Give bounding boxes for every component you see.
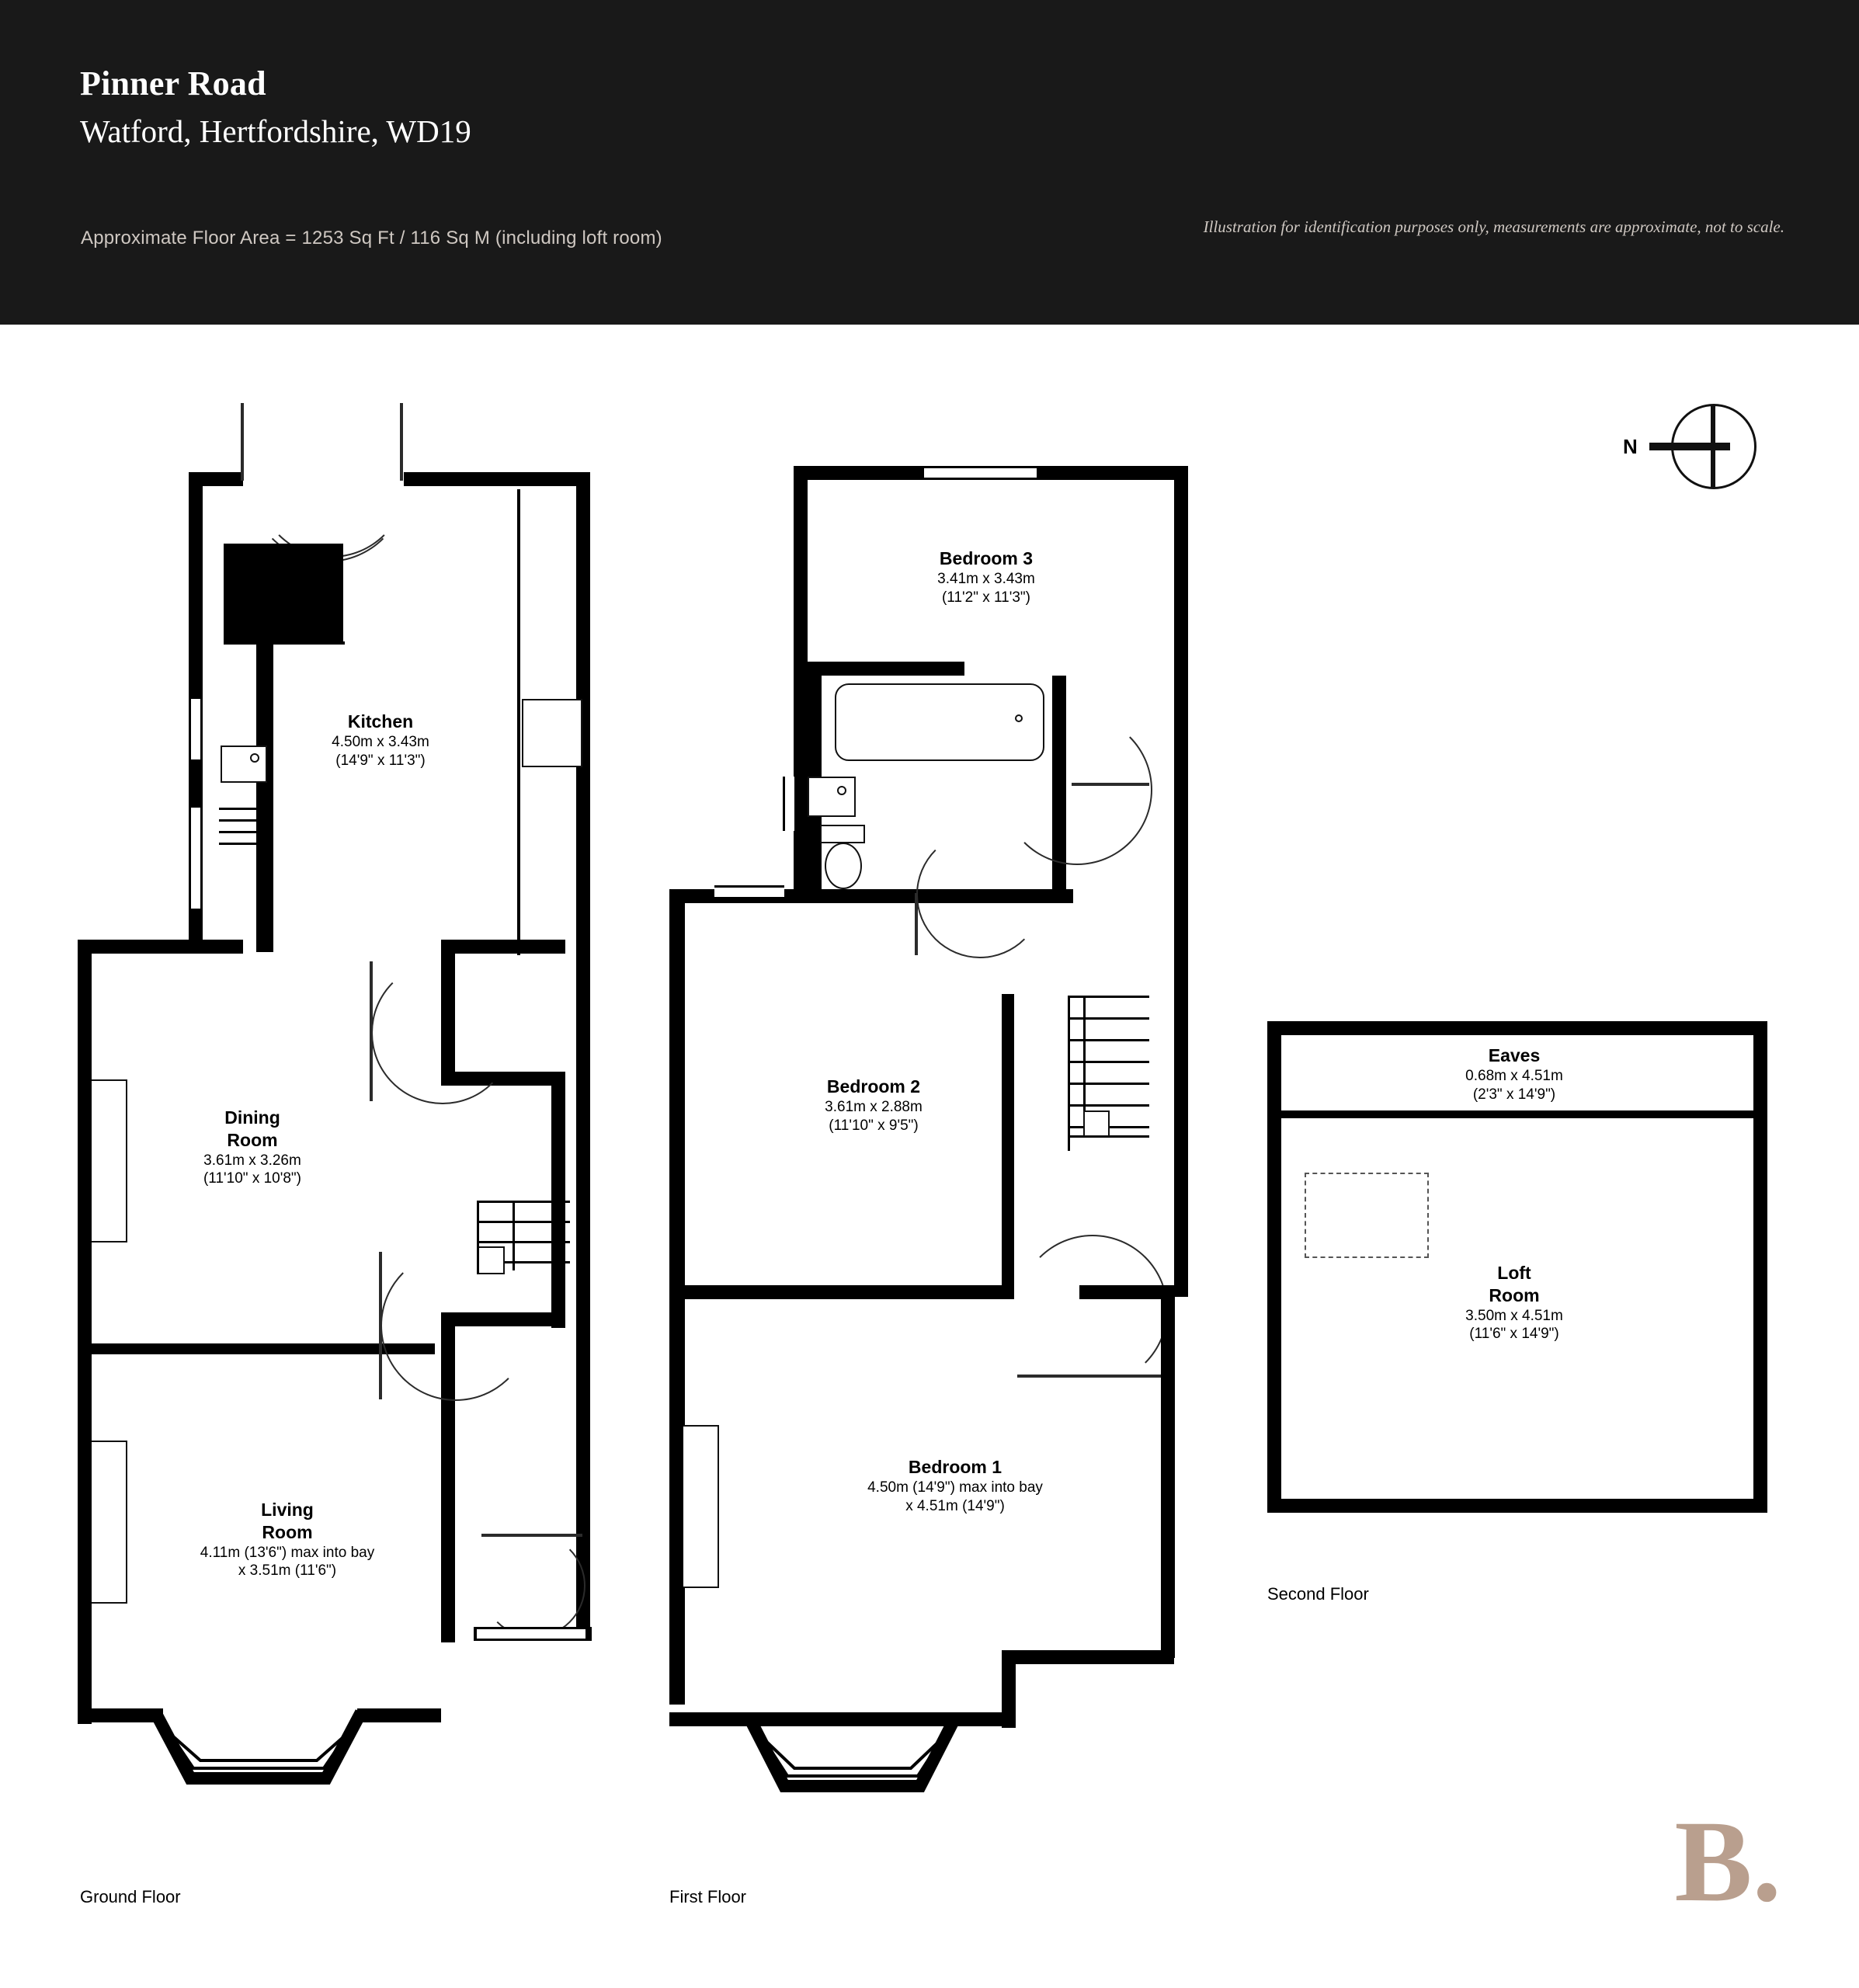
room-name-line1: Dining <box>224 1107 280 1128</box>
stair-newel <box>477 1246 505 1274</box>
stair-tread <box>1068 1039 1149 1041</box>
front-door-threshold <box>477 1627 585 1641</box>
wall <box>1079 1285 1174 1299</box>
room-metric: 4.50m x 3.43m <box>332 733 429 750</box>
stair-tread <box>1068 1061 1149 1063</box>
compass-north-label: N <box>1623 435 1638 458</box>
sink-icon <box>221 746 267 783</box>
room-name: Bedroom 3 <box>939 548 1034 568</box>
stair-newel <box>1083 1110 1110 1137</box>
room-imperial: (11'6" x 14'9") <box>1469 1326 1559 1343</box>
wall <box>1267 1021 1767 1035</box>
room-name: Kitchen <box>347 711 414 732</box>
wall <box>78 940 92 1724</box>
floor-caption-ground: Ground Floor <box>80 1887 181 1906</box>
wall <box>669 1285 1014 1299</box>
room-label-dining-room <box>167 1107 338 1188</box>
stair-rail <box>513 1201 515 1270</box>
wall <box>189 472 243 486</box>
stair-tread <box>477 1221 570 1223</box>
room-imperial: (11'10" x 10'8") <box>203 1170 301 1187</box>
toilet-cistern-icon <box>820 825 865 843</box>
window <box>714 885 784 899</box>
window <box>189 808 203 909</box>
bath-plug-icon <box>1015 714 1023 722</box>
window <box>924 466 1037 480</box>
door-arc <box>916 831 1044 958</box>
compass-icon <box>1623 404 1770 513</box>
room-label-kitchen <box>280 711 481 770</box>
stair-tread <box>1068 1017 1149 1020</box>
door-leaf <box>1072 783 1149 786</box>
appliance-line <box>219 808 266 810</box>
door-leaf <box>241 403 244 481</box>
stair-tread <box>1068 1083 1149 1085</box>
wall <box>1753 1021 1767 1512</box>
sink-tap-icon <box>250 753 259 763</box>
room-metric: 3.61m x 3.26m <box>203 1152 301 1169</box>
door-leaf <box>915 893 918 955</box>
counter-edge <box>517 489 520 955</box>
door-arc <box>1017 1235 1168 1385</box>
basin-icon <box>808 777 856 817</box>
window <box>783 777 797 831</box>
appliance-line <box>219 831 266 833</box>
room-name: Bedroom 1 <box>908 1457 1002 1477</box>
room-name-line2: Room <box>227 1129 278 1150</box>
door-leaf <box>400 403 403 481</box>
bay-window <box>664 1708 1037 1856</box>
room-metric: 4.11m (13'6") max into bay <box>200 1544 375 1561</box>
wall <box>441 940 565 954</box>
wall <box>78 940 202 954</box>
room-name: Bedroom 2 <box>826 1076 921 1097</box>
toilet-icon <box>825 843 862 889</box>
stair-tread <box>477 1241 570 1243</box>
compass-crossbar <box>1711 405 1715 488</box>
stair-tread <box>1068 1104 1149 1107</box>
room-metric: 3.41m x 3.43m <box>937 570 1035 587</box>
wall <box>1161 1285 1175 1658</box>
stair-edge <box>1068 1135 1070 1151</box>
hatch-outline <box>1305 1173 1429 1258</box>
page-subtitle: Watford, Hertfordshire, WD19 <box>80 113 471 149</box>
stair-tread <box>477 1201 570 1203</box>
room-metric: 3.61m x 2.88m <box>825 1098 923 1115</box>
kitchen-counter <box>256 641 273 952</box>
room-imperial: (14'9" x 11'3") <box>335 752 426 769</box>
brand-logo: B. <box>1674 1797 1781 1926</box>
disclaimer-text: Illustration for identification purposes only, measurements are approximate, not to scale. <box>1203 217 1784 236</box>
wall <box>794 466 926 480</box>
wall <box>1174 466 1188 1297</box>
wall <box>1002 1650 1174 1664</box>
stair-edge <box>477 1201 479 1274</box>
room-label-eaves <box>1406 1044 1623 1103</box>
wall <box>1267 1021 1281 1512</box>
room-metric: 4.50m (14'9") max into bay <box>867 1479 1043 1496</box>
room-label-living-room <box>171 1499 404 1580</box>
compass-needle <box>1649 443 1730 450</box>
wall <box>576 954 590 1629</box>
room-imperial: x 4.51m (14'9") <box>905 1497 1005 1514</box>
room-name-line2: Room <box>262 1521 313 1542</box>
hob-icon <box>522 699 582 767</box>
door-leaf <box>379 1252 382 1399</box>
appliance-line <box>219 819 266 822</box>
room-metric: 0.68m x 4.51m <box>1465 1067 1563 1084</box>
room-name-line1: Loft <box>1497 1263 1531 1283</box>
wall <box>1033 466 1188 480</box>
floor-caption-second: Second Floor <box>1267 1584 1369 1604</box>
door-arc <box>371 961 514 1104</box>
bay-window <box>74 1705 454 1844</box>
room-imperial: (11'10" x 9'5") <box>829 1117 919 1134</box>
floor-caption-first: First Floor <box>669 1887 746 1906</box>
door-arc <box>256 407 407 558</box>
basin-tap-icon <box>837 786 846 795</box>
wall <box>1267 1499 1767 1513</box>
wall <box>441 1394 455 1642</box>
room-label-loft-room <box>1406 1262 1623 1343</box>
door-leaf <box>1017 1375 1165 1378</box>
door-leaf <box>370 961 373 1101</box>
room-name-line1: Living <box>261 1500 314 1520</box>
wall <box>551 1072 565 1328</box>
appliance-line <box>219 843 266 845</box>
room-label-bedroom-1 <box>839 1456 1072 1515</box>
window <box>189 699 203 759</box>
front-door-leaf <box>481 1534 582 1537</box>
room-name-line2: Room <box>1489 1284 1540 1305</box>
kitchen-counter <box>224 544 343 645</box>
wall <box>794 466 808 901</box>
room-label-bedroom-2 <box>777 1076 971 1135</box>
room-imperial: (2'3" x 14'9") <box>1472 1086 1556 1103</box>
wall-eaves-divider <box>1281 1110 1753 1118</box>
door-arc <box>1002 714 1152 865</box>
wall <box>1002 994 1014 1297</box>
wall <box>404 472 590 486</box>
room-imperial: (11'2" x 11'3") <box>941 589 1031 606</box>
chimney-recess <box>683 1425 719 1588</box>
chimney-recess <box>92 1079 127 1242</box>
room-name: Eaves <box>1488 1045 1541 1065</box>
floor-area-text: Approximate Floor Area = 1253 Sq Ft / 116 Sq M (including loft room) <box>81 228 662 248</box>
room-metric: 3.50m x 4.51m <box>1465 1307 1563 1324</box>
door-arc <box>380 1250 531 1401</box>
chimney-recess <box>92 1441 127 1604</box>
stair-edge <box>1068 996 1070 1135</box>
header-banner <box>0 0 1859 325</box>
stair-tread <box>1068 996 1149 998</box>
front-door-arc <box>481 1534 585 1638</box>
page-title: Pinner Road <box>80 64 266 103</box>
room-label-bedroom-3 <box>885 547 1087 606</box>
room-imperial: x 3.51m (11'6") <box>238 1562 337 1580</box>
